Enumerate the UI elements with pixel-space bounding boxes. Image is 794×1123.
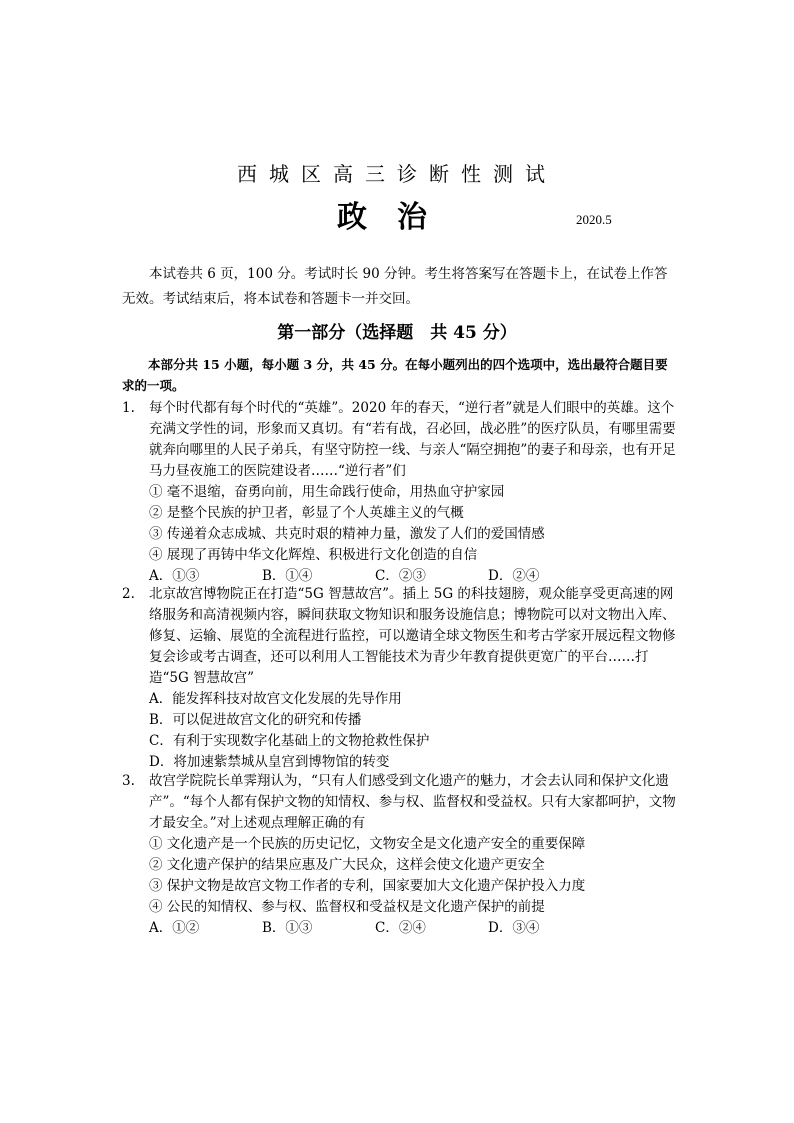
answer-option-d: D．将加速紫禁城从皇宫到博物馆的转变 (149, 754, 390, 770)
answer-option-d: D．②④ (488, 568, 540, 584)
answer-option-b: B．①③ (262, 920, 313, 936)
question-body (149, 584, 682, 773)
statement-1: ① 文化遗产是一个民族的历史记忆，文物安全是文化遗产安全的重要保障 (149, 836, 586, 852)
question-stem: 北京故宫博物院正在打造“5G 智慧故宫”。插上 5G 的科技翅膀，观众能享受更高速的网络服务和高清视频内容，瞬间获取文物知识和服务设施信息；博物院可以对文物出入库、修复、运输、展览的全流程进行监控，可以邀请全球文物医生和考古学家开展远程文物修复会诊或考古调查，还可以利用人工智能技术为青少年教育提供更宽广的平台……打造“5G 智慧故宫” (149, 586, 676, 686)
answer-option-a: A．①② (149, 920, 200, 936)
question-stem: 每个时代都有每个时代的“英雄”。2020 年的春天，“逆行者”就是人们眼中的英雄。这个充满文学性的词，形象而又真切。有“若有战，召必回，战必胜”的医疗队员，有哪里需要就奔向哪里的人民子弟兵，有坚守防控一线、与亲人“隔空拥抱”的妻子和母亲，也有开足马力昼夜施工的医院建设者……“逆行者”们 (149, 400, 676, 479)
question-number: 3. (122, 773, 135, 789)
statement-4: ④ 公民的知情权、参与权、监督权和受益权是文化遗产保护的前提 (149, 899, 545, 915)
exam-title: 西城区高三诊断性测试 (237, 162, 557, 186)
part-one-title: 第一部分（选择题 共 45 分） (277, 323, 517, 343)
answer-choices (149, 918, 682, 939)
answer-option-a: A．①③ (149, 568, 200, 584)
question-3 (122, 771, 682, 939)
answer-option-c: C．有利于实现数字化基础上的文物抢救性保护 (149, 733, 430, 749)
question-body (149, 398, 682, 587)
question-2 (122, 584, 682, 773)
subject-title: 政治 (337, 200, 457, 235)
question-stem: 故宫学院院长单霁翔认为，“只有人们感受到文化遗产的魅力，才会去认同和保护文化遗产”。“每个人都有保护文物的知情权、参与权、监督权和受益权。只有大家都呵护，文物才最安全。”对上述观点理解正确的有 (149, 773, 676, 831)
question-number: 1. (122, 400, 135, 416)
statement-3: ③ 保护文物是故宫文物工作者的专利，国家要加大文化遗产保护投入力度 (149, 878, 586, 894)
answer-option-d: D．③④ (488, 920, 540, 936)
question-1 (122, 398, 682, 587)
question-number: 2. (122, 586, 135, 602)
exam-date: 2020.5 (576, 212, 612, 227)
part-one-description: 本部分共 15 小题，每小题 3 分，共 45 分。在每小题列出的四个选项中，选出最符合题目要求的一项。 (122, 357, 668, 393)
statement-4: ④ 展现了再铸中华文化辉煌、积极进行文化创造的自信 (149, 547, 478, 563)
answer-option-c: C．②③ (375, 568, 426, 584)
answer-option-b: B．可以促进故宫文化的研究和传播 (149, 712, 362, 728)
statement-1: ① 毫不退缩，奋勇向前，用生命践行使命，用热血守护家园 (149, 484, 505, 500)
question-body (149, 771, 682, 939)
statement-3: ③ 传递着众志成城、共克时艰的精神力量，激发了人们的爱国情感 (149, 526, 545, 542)
exam-instructions: 本试卷共 6 页，100 分。考试时长 90 分钟。考生将答案写在答题卡上，在试卷上作答无效。考试结束后，将本试卷和答题卡一并交回。 (122, 266, 668, 307)
answer-option-a: A．能发挥科技对故宫文化发展的先导作用 (149, 691, 402, 707)
answer-option-b: B．①④ (262, 568, 313, 584)
answer-option-c: C．②④ (375, 920, 426, 936)
statement-2: ② 文化遗产保护的结果应惠及广大民众，这样会使文化遗产更安全 (149, 857, 545, 873)
statement-2: ② 是整个民族的护卫者，彰显了个人英雄主义的气概 (149, 505, 464, 521)
